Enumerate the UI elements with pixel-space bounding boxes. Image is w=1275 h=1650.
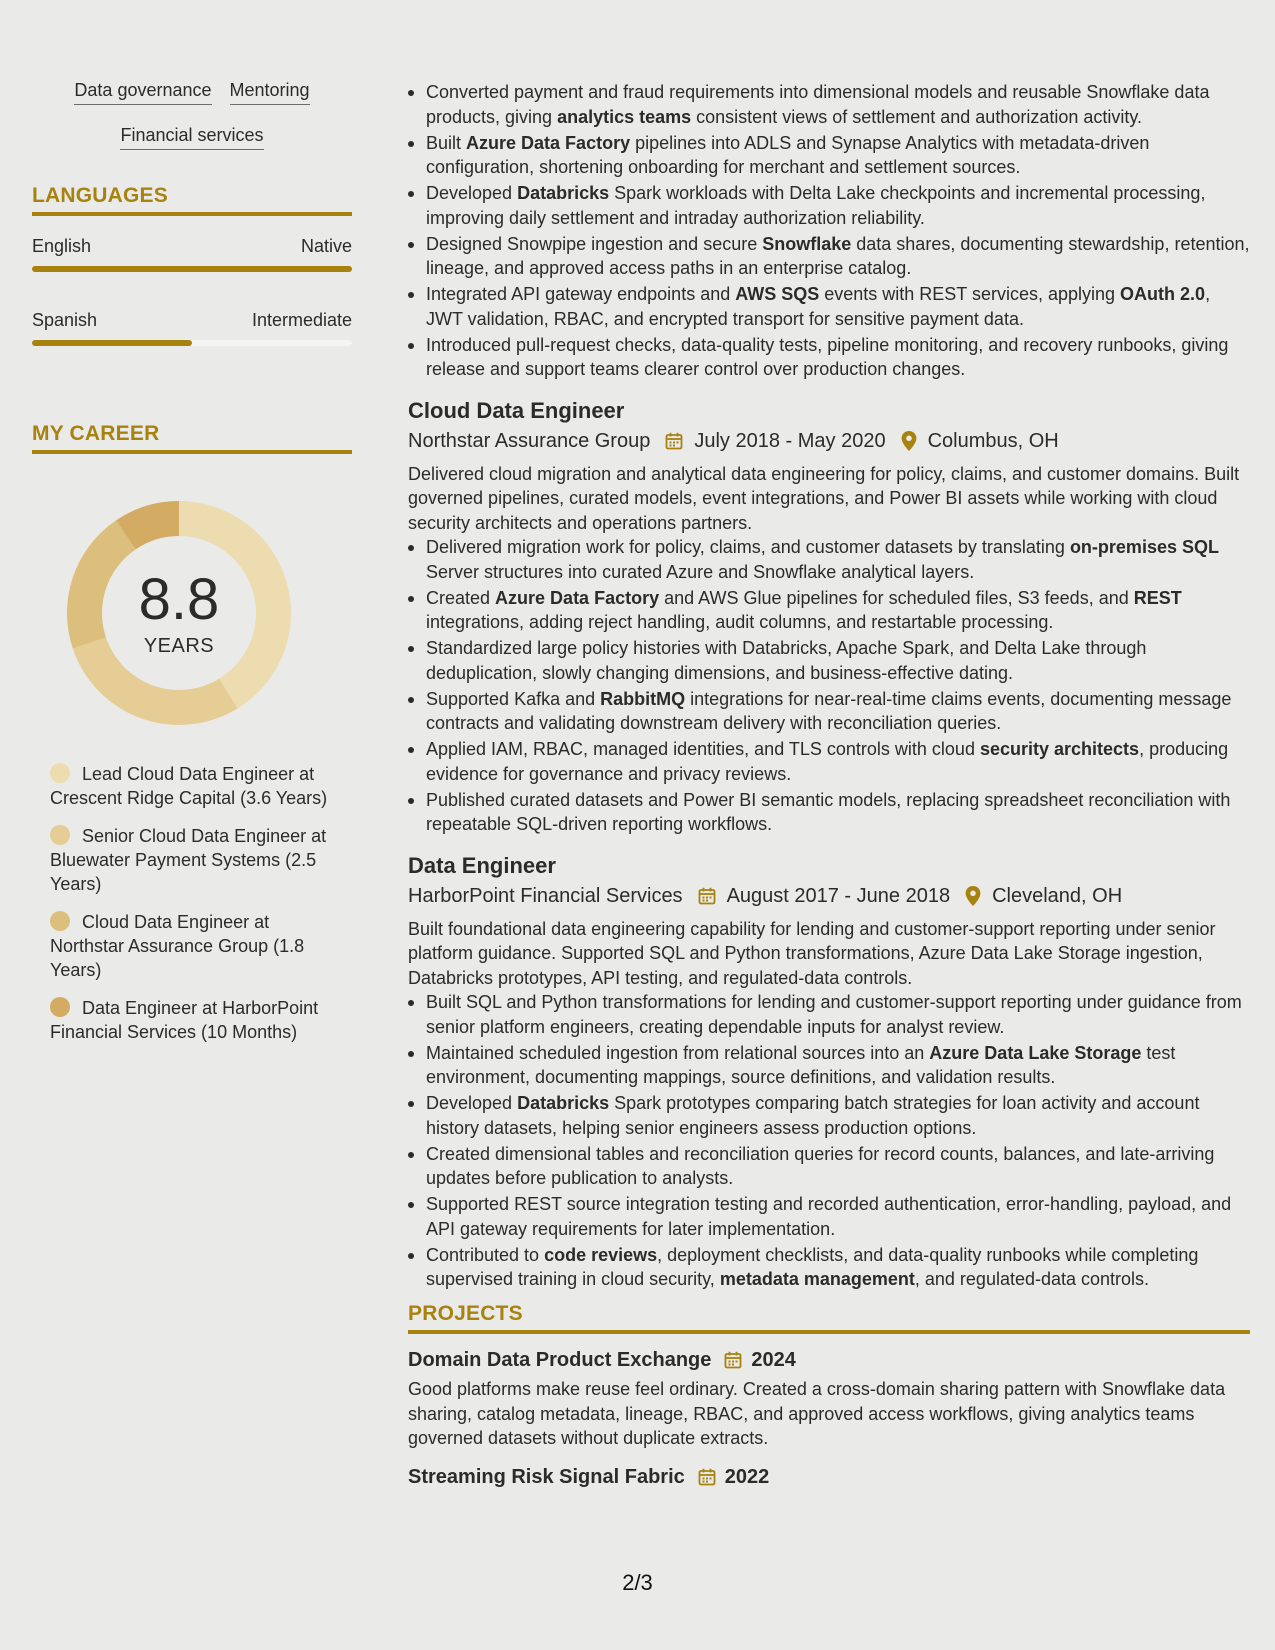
tag-data-governance: Data governance (74, 78, 211, 105)
skill-tags (32, 78, 352, 150)
language-level: Native (300, 236, 352, 256)
previous-role-bullets (408, 80, 1250, 382)
donut-center (64, 498, 294, 728)
bullet-item: Developed Databricks Spark prototypes comparing batch strategies for loan activity and account history datasets, helping senior engineers assess production options. (408, 1091, 1250, 1140)
bullet-item: Developed Databricks Spark workloads with Delta Lake checkpoints and incremental processing, improving daily settlement and intraday authorization reliability. (408, 181, 1250, 230)
legend-item (50, 824, 330, 896)
legend-item (50, 762, 330, 810)
job-summary: Delivered cloud migration and analytical data engineering for policy, claims, and customer domains. Built governed pipelines, curated models, event integrations, and Power BI assets while working with cloud security architects and operations partners. (408, 463, 1240, 533)
job-entry (408, 851, 1250, 1292)
project-title: Streaming Risk Signal Fabric (408, 1465, 685, 1488)
job-entry (408, 396, 1250, 837)
career-section (32, 422, 352, 1044)
languages-section (32, 184, 352, 346)
proficiency-fill (32, 266, 352, 272)
career-donut-chart (64, 498, 294, 728)
bullet-item: Supported Kafka and RabbitMQ integrations for near-real-time claims events, documenting message contracts and validating downstream delivery with reconciliation queries. (408, 687, 1250, 736)
projects-heading: PROJECTS (408, 1302, 1250, 1335)
legend-item (50, 996, 330, 1044)
job-title: Data Engineer (408, 852, 556, 878)
company-name: HarborPoint Financial Services (408, 884, 683, 907)
legend-label: Lead Cloud Data Engineer at Crescent Ridge Capital (3.6 Years) (50, 764, 328, 808)
project-year: 2024 (751, 1349, 796, 1371)
job-dates: August 2017 - June 2018 (726, 884, 951, 907)
main-content (408, 80, 1250, 1491)
location-pin-icon (900, 430, 918, 452)
job-location: Cleveland, OH (992, 884, 1123, 907)
language-item (32, 308, 352, 346)
career-heading: MY CAREER (32, 422, 352, 454)
bullet-item: Delivered migration work for policy, claims, and customer datasets by translating on-premises SQL Server structures into curated Azure and Snowflake analytical layers. (408, 535, 1250, 584)
projects-section (408, 1302, 1250, 1491)
project-entry (408, 1346, 1250, 1451)
projects-list (408, 1346, 1250, 1491)
legend-dot (50, 997, 70, 1017)
legend-label: Data Engineer at HarborPoint Financial Services (10 Months) (50, 998, 319, 1042)
project-entry (408, 1463, 1250, 1491)
bullet-item: Standardized large policy histories with Databricks, Apache Spark, and Delta Lake through deduplication, slowly changing dimensions, and business-effective dating. (408, 636, 1250, 685)
job-bullets (408, 990, 1250, 1292)
project-title-row (408, 1463, 1250, 1491)
project-title-row (408, 1346, 1250, 1374)
legend-label: Cloud Data Engineer at Northstar Assurance Group (1.8 Years) (50, 912, 305, 980)
tag-mentoring: Mentoring (230, 78, 310, 105)
legend-label: Senior Cloud Data Engineer at Bluewater Payment Systems (2.5 Years) (50, 826, 327, 894)
bullet-item: Introduced pull-request checks, data-quality tests, pipeline monitoring, and recovery runbooks, giving release and support teams clearer control over production changes. (408, 333, 1250, 382)
project-title: Domain Data Product Exchange (408, 1349, 712, 1371)
sidebar (32, 78, 352, 1058)
language-item (32, 234, 352, 272)
bullet-item: Applied IAM, RBAC, managed identities, and TLS controls with cloud security architects, producing evidence for governance and privacy reviews. (408, 737, 1250, 786)
years-unit: YEARS (143, 634, 215, 657)
bullet-item: Supported REST source integration testing and recorded authentication, error-handling, payload, and API gateway requirements for later implementation. (408, 1192, 1250, 1241)
job-meta (408, 426, 1250, 456)
job-title: Cloud Data Engineer (408, 397, 625, 423)
legend-dot (50, 825, 70, 845)
career-legend (50, 762, 330, 1044)
legend-item (50, 910, 330, 982)
proficiency-bar (32, 266, 352, 272)
calendar-icon (664, 431, 684, 451)
legend-dot (50, 911, 70, 931)
location-pin-icon (964, 885, 982, 907)
legend-dot (50, 763, 70, 783)
bullet-item: Converted payment and fraud requirements into dimensional models and reusable Snowflake data products, giving analytics teams consistent views of settlement and authorization activity. (408, 80, 1250, 129)
project-year: 2022 (724, 1465, 770, 1488)
company-name: Northstar Assurance Group (408, 429, 651, 452)
bullet-item: Published curated datasets and Power BI semantic models, replacing spreadsheet reconciliation with repeatable SQL-driven reporting workflows. (408, 788, 1250, 837)
bullet-item: Contributed to code reviews, deployment checklists, and data-quality runbooks while completing supervised training in cloud security, metadata management, and regulated-data controls. (408, 1243, 1250, 1292)
bullet-item: Integrated API gateway endpoints and AWS SQS events with REST services, applying OAuth 2.0, JWT validation, RBAC, and encrypted transport for sensitive payment data. (408, 282, 1250, 331)
page-number: 2/3 (622, 1570, 653, 1595)
bullet-item: Maintained scheduled ingestion from relational sources into an Azure Data Lake Storage test environment, documenting mappings, source definitions, and validation results. (408, 1041, 1250, 1090)
calendar-icon (723, 1350, 743, 1370)
calendar-icon (697, 886, 717, 906)
proficiency-fill (32, 340, 192, 346)
language-level: Intermediate (251, 310, 352, 330)
languages-heading: LANGUAGES (32, 184, 352, 216)
bullet-item: Created dimensional tables and reconciliation queries for record counts, balances, and late-arriving updates before publication to analysts. (408, 1142, 1250, 1191)
job-summary: Built foundational data engineering capability for lending and customer-support reporting under senior platform guidance. Supported SQL and Python transformations, Azure Data Lake Storage ingestion, Databricks prototypes, API testing, and regulated-data controls. (408, 918, 1216, 988)
job-bullets (408, 535, 1250, 837)
project-description: Good platforms make reuse feel ordinary. Created a cross-domain sharing pattern with Snowflake data sharing, catalog metadata, lineage, RBAC, and approved access workflows, giving analytics teams governed datasets without duplicate extracts. (408, 1379, 1226, 1448)
tag-financial-services: Financial services (120, 123, 263, 150)
calendar-icon (697, 1467, 717, 1487)
job-meta (408, 881, 1250, 911)
bullet-item: Built Azure Data Factory pipelines into ADLS and Synapse Analytics with metadata-driven configuration, shortening onboarding for merchant and settlement sources. (408, 131, 1250, 180)
bullet-item: Built SQL and Python transformations for lending and customer-support reporting under guidance from senior platform engineers, creating dependable inputs for analyst review. (408, 990, 1250, 1039)
proficiency-bar (32, 340, 352, 346)
bullet-item: Created Azure Data Factory and AWS Glue pipelines for scheduled files, S3 feeds, and REST integrations, adding reject handling, audit columns, and restartable processing. (408, 586, 1250, 635)
language-name: Spanish (32, 310, 98, 330)
language-name: English (32, 236, 92, 256)
experience-list (408, 396, 1250, 1292)
bullet-item: Designed Snowpipe ingestion and secure Snowflake data shares, documenting stewardship, retention, lineage, and approved access paths in an enterprise catalog. (408, 232, 1250, 281)
total-years: 8.8 (138, 566, 220, 632)
job-dates: July 2018 - May 2020 (694, 429, 886, 452)
job-location: Columbus, OH (927, 429, 1059, 452)
